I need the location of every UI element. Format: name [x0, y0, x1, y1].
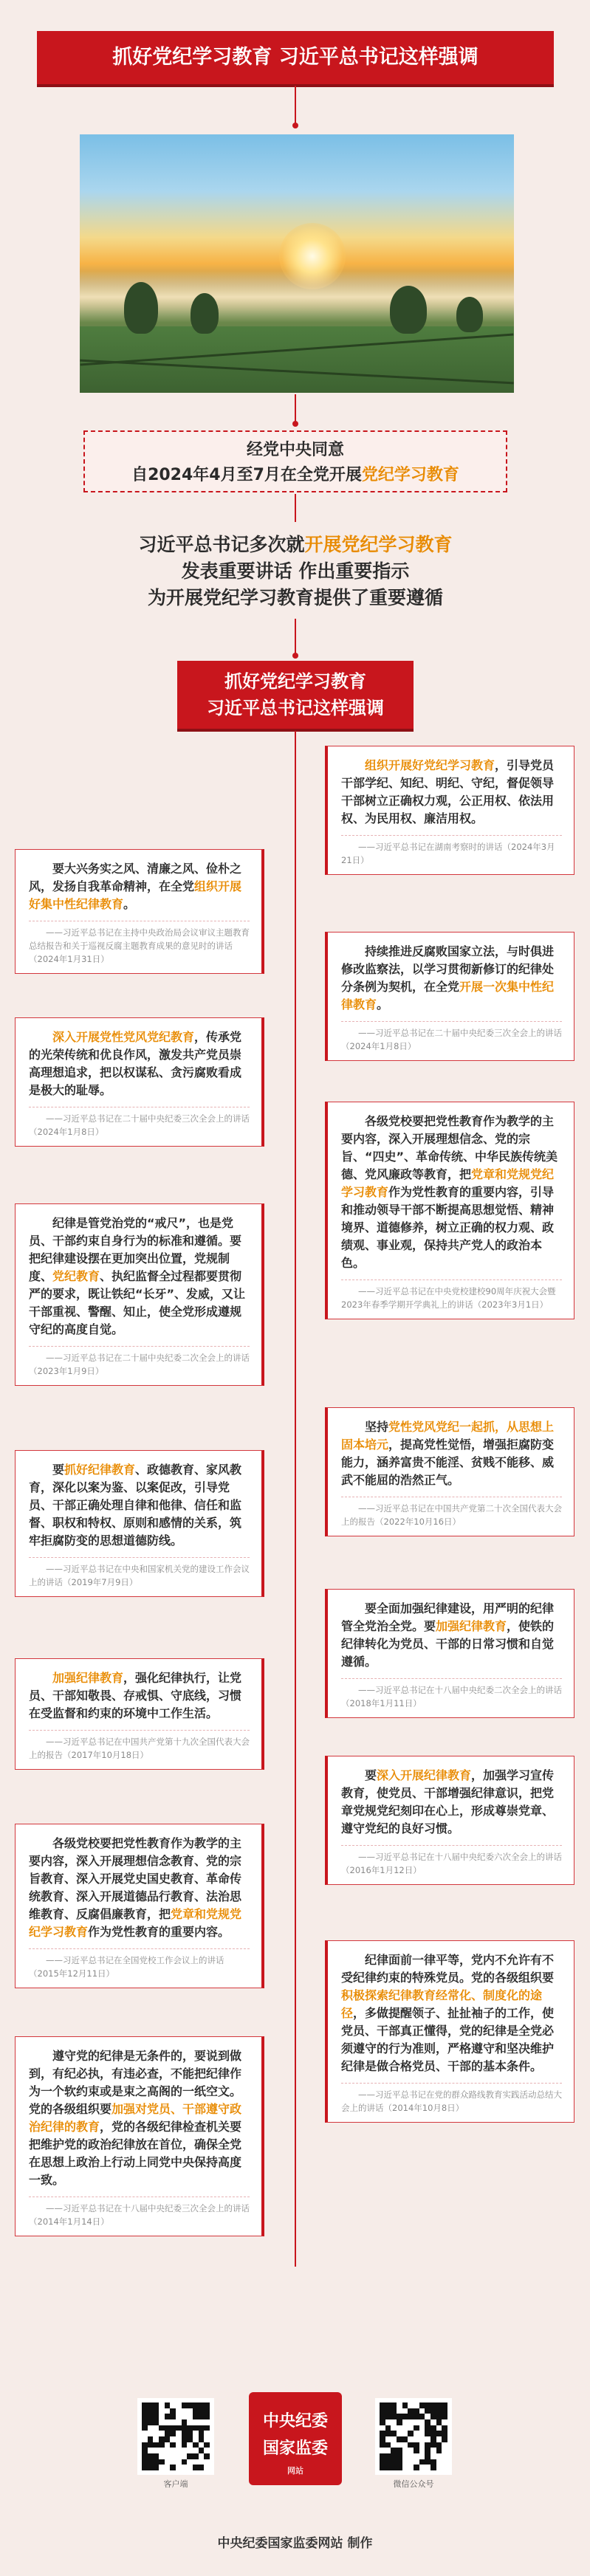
- quote-text-before: 要大兴务实之风、清廉之风、俭朴之风，发扬自我革命精神，在全党: [29, 862, 242, 893]
- quote-text-after: 。: [123, 897, 136, 911]
- intro-highlight: 开展党纪学习教育: [304, 534, 453, 555]
- quote-text-after: 、执纪监督全过程都要贯彻严的要求，既让铁纪“长牙”、发威，又让干部重视、警醒、知止，使全党形成遵规守纪的高度自觉。: [29, 1269, 246, 1336]
- logo-line1: 中央纪委: [262, 2412, 328, 2431]
- quote-source: ——习近平总书记在全国党校工作会议上的讲话（2015年12月11日）: [29, 1948, 250, 1980]
- quote-text: [29, 1835, 250, 1941]
- quote-text-before: 持续推进反腐败国家立法，与时俱进修改监察法，以学习贯彻新修订的纪律处分条例为契机，在全党: [341, 944, 555, 994]
- quote-source: ——习近平总书记在中央党校建校90周年庆祝大会暨2023年春季学期开学典礼上的讲话（2023年3月1日）: [341, 1280, 562, 1311]
- quote-highlight: 开展一次集中性纪律教育: [341, 980, 555, 1011]
- quote-text-after: 。: [377, 997, 389, 1011]
- quote-source: ——习近平总书记在中央和国家机关党的建设工作会议上的讲话（2019年7月9日）: [29, 1557, 250, 1589]
- quote-highlight: 加强对党员、干部遵守政治纪律的教育: [29, 2102, 242, 2134]
- quote-text-after: ，强化纪律执行，让党员、干部知敬畏、存戒惧、守底线，习惯在受监督和约束的环境中工作生活。: [29, 1671, 242, 1720]
- intro-line1: [44, 532, 546, 558]
- quote-highlight: 抓好纪律教育: [64, 1463, 136, 1477]
- quote-card-left: [15, 1017, 264, 1147]
- quote-source: ——习近平总书记在十八届中央纪委三次全会上的讲话（2014年1月14日）: [29, 2197, 250, 2228]
- quote-highlight: 组织开展好党纪学习教育: [365, 758, 495, 772]
- period-notice: [83, 430, 507, 492]
- tree: [124, 282, 158, 334]
- quote-highlight: 积极探索纪律教育经常化、制度化的途径: [341, 1988, 543, 2020]
- quote-highlight: 党章和党规党纪学习教育: [29, 1907, 242, 1939]
- quote-text-after: ，党的各级纪律检查机关要把维护党的政治纪律放在首位，确保全党在思想上政治上行动上同党中央保持高度一致。: [29, 2120, 242, 2187]
- quote-text-before: 各级党校要把党性教育作为教学的主要内容，深入开展理想信念、党的宗旨、“四史”、革命传统、中华民族传统美德、党风廉政等教育，把: [341, 1114, 558, 1181]
- quote-text-after: ，加强学习宣传教育，使党员、干部增强纪律意识，把党章党规党纪刻印在心上，形成尊崇党章、遵守党纪的良好习惯。: [341, 1768, 555, 1835]
- quote-text-before: 要全面加强纪律建设，用严明的纪律管全党治全党。要: [341, 1601, 555, 1633]
- quote-card-right: [325, 1589, 574, 1718]
- quote-text: [29, 1669, 250, 1723]
- quote-card-right: [325, 1407, 574, 1536]
- quote-highlight: 加强纪律教育: [436, 1619, 507, 1633]
- quote-card-right: [325, 1756, 574, 1885]
- quote-text: [29, 1028, 250, 1099]
- quote-text-after: ，提高党性觉悟，增强拒腐防变能力，涵养富贵不能淫、贫贱不能移、威武不能屈的浩然正气。: [341, 1438, 555, 1487]
- quote-text: [341, 1113, 562, 1272]
- quote-text-before: 遵守党的纪律是无条件的，要说到做到，有纪必执，有违必查，不能把纪律作为一个软约束或是束之高阁的一纸空文。党的各级组织要: [29, 2049, 242, 2116]
- quote-text: [341, 1600, 562, 1671]
- quote-text-before: 要: [365, 1768, 377, 1782]
- quote-source: ——习近平总书记在中国共产党第二十次全国代表大会上的报告（2022年10月16日）: [341, 1497, 562, 1528]
- quote-text-before: 纪律面前一律平等，党内不允许有不受纪律约束的特殊党员。党的各级组织要: [341, 1953, 555, 1985]
- quote-highlight: 深入开展党性党风党纪教育: [52, 1030, 195, 1044]
- quote-text-after: ，传承党的光荣传统和优良作风，激发共产党员崇高理想追求，把以权谋私、贪污腐败看成是极大的耻辱。: [29, 1030, 242, 1097]
- tree: [390, 286, 427, 334]
- qr-pattern: [142, 2402, 210, 2470]
- intro-text: [44, 532, 546, 611]
- period-line2-text: 自2024年4月至7月在全党开展: [131, 466, 362, 484]
- logo-line2: 国家监委: [262, 2439, 328, 2458]
- quote-card-left: [15, 1450, 264, 1597]
- quote-source: ——习近平总书记在二十届中央纪委三次全会上的讲话（2024年1月8日）: [341, 1021, 562, 1053]
- quote-card-left: [15, 2036, 264, 2236]
- connector-line: [295, 494, 296, 522]
- quote-text-before: 纪律是管党治党的“戒尺”，也是党员、干部约束自身行为的标准和遵循。要把纪律建设摆在更加突出位置，党规制度、: [29, 1216, 242, 1283]
- quote-source: ——习近平总书记在党的群众路线教育实践活动总结大会上的讲话（2014年10月8日）: [341, 2083, 562, 2115]
- quote-text-before: 要: [52, 1463, 65, 1477]
- qr-label-wechat: 微信公众号: [393, 2479, 434, 2489]
- intro-line2: 发表重要讲话 作出重要指示: [181, 560, 410, 582]
- quote-card-left: [15, 1203, 264, 1386]
- quote-text-after: ，使铁的纪律转化为党员、干部的日常习惯和自觉遵循。: [341, 1619, 555, 1669]
- quote-highlight: 加强纪律教育: [52, 1671, 124, 1685]
- quote-source: ——习近平总书记在二十届中央纪委三次全会上的讲话（2024年1月8日）: [29, 1107, 250, 1138]
- quote-text: [341, 1767, 562, 1838]
- quote-highlight: 党纪教育: [52, 1269, 100, 1283]
- connector-line: [295, 86, 296, 124]
- quote-text-before: 各级党校要把党性教育作为教学的主要内容，深入开展理想信念教育、党的宗旨教育、深入开展党史国史教育、革命传统教育、深入开展道德品行教育、法治思维教育、反腐倡廉教育，把: [29, 1836, 242, 1921]
- quote-source: ——习近平总书记在湖南考察时的讲话（2024年3月21日）: [341, 835, 562, 867]
- quote-text: [341, 943, 562, 1014]
- connector-dot: [292, 421, 298, 427]
- quote-source: ——习近平总书记在中国共产党第十九次全国代表大会上的报告（2017年10月18日）: [29, 1730, 250, 1762]
- quote-card-left: [15, 1824, 264, 1988]
- quote-highlight: 深入开展纪律教育: [377, 1768, 472, 1782]
- quote-text: [29, 1461, 250, 1550]
- quote-highlight: 党章和党规党纪学习教育: [341, 1167, 555, 1199]
- quote-source: ——习近平总书记在十八届中央纪委六次全会上的讲话（2016年1月12日）: [341, 1845, 562, 1877]
- quote-source: ——习近平总书记在十八届中央纪委二次全会上的讲话（2018年1月11日）: [341, 1678, 562, 1710]
- quote-card-right: [325, 932, 574, 1061]
- quote-source: ——习近平总书记在主持中央政治局会议审议主题教育总结报告和关于巡视反腐主题教育成果的意见时的讲话（2024年1月31日）: [29, 921, 250, 966]
- quote-text: [29, 2047, 250, 2189]
- period-highlight: 党纪学习教育: [361, 466, 459, 484]
- qr-code-client[interactable]: [137, 2398, 214, 2475]
- quote-card-left: [15, 1658, 264, 1770]
- period-line2: [85, 463, 506, 488]
- qr-pattern: [380, 2402, 447, 2470]
- page-title: 抓好党纪学习教育 习近平总书记这样强调: [37, 31, 554, 84]
- quote-card-left: [15, 849, 264, 974]
- intro-line3: 为开展党纪学习教育提供了重要遵循: [147, 587, 443, 608]
- site-logo: [249, 2392, 342, 2485]
- quote-source: ——习近平总书记在二十届中央纪委二次全会上的讲话（2023年1月9日）: [29, 1346, 250, 1378]
- tree: [191, 293, 219, 334]
- section-banner-line2: 习近平总书记这样强调: [207, 698, 384, 718]
- connector-line: [295, 619, 296, 654]
- quote-text-after: 、政德教育、家风教育，深化以案为鉴、以案促改，引导党员、干部正确处理自律和他律、信任和监督、职权和特权、原则和感情的关系，筑牢拒腐防变的思想道德防线。: [29, 1463, 242, 1548]
- quote-text: [341, 1418, 562, 1489]
- timeline-spine: [295, 731, 296, 2267]
- quote-card-right: [325, 1102, 574, 1319]
- quote-text-after: 作为党性教育的重要内容。: [88, 1925, 230, 1939]
- quote-text: [341, 757, 562, 828]
- period-line1: 经党中央同意: [246, 441, 344, 459]
- quote-card-right: [325, 746, 574, 875]
- logo-line3: 网站: [287, 2466, 303, 2476]
- intro-line1-text: 习近平总书记多次就: [138, 534, 305, 555]
- connector-line: [295, 394, 296, 422]
- quote-card-right: [325, 1940, 574, 2123]
- qr-code-wechat[interactable]: [375, 2398, 452, 2475]
- section-banner: [177, 661, 414, 729]
- qr-label-client: 客户端: [163, 2479, 188, 2489]
- connector-dot: [292, 653, 298, 659]
- tree: [456, 297, 483, 332]
- quote-text-after: ，引导党员干部学纪、知纪、明纪、守纪，督促领导干部树立正确权力观，公正用权、依法用权、为民用权、廉洁用权。: [341, 758, 555, 825]
- quote-text-before: 坚持: [365, 1420, 389, 1434]
- connector-dot: [292, 123, 298, 128]
- quote-text: [341, 1951, 562, 2075]
- quote-highlight: 党性党风党纪一起抓，从思想上固本培元: [341, 1420, 555, 1452]
- quote-text: [29, 860, 250, 913]
- footer-credit: 中央纪委国家监委网站 制作: [217, 2536, 373, 2551]
- quote-highlight: 组织开展好集中性纪律教育: [29, 879, 242, 911]
- quote-text-after: ，多做提醒领子、扯扯袖子的工作，使党员、干部真正懂得，党的纪律是全党必须遵守的行为准则，严格遵守和坚决维护纪律是做合格党员、干部的基本条件。: [341, 2006, 555, 2073]
- quote-text-after: 作为党性教育的重要内容，引导和推动领导干部不断提高思想觉悟、精神境界、道德修养，树立正确的权力观、政绩观、事业观，保持共产党人的政治本色。: [341, 1185, 555, 1270]
- section-banner-line1: 抓好党纪学习教育: [224, 671, 366, 692]
- quote-text: [29, 1215, 250, 1339]
- hero-image: [80, 134, 514, 393]
